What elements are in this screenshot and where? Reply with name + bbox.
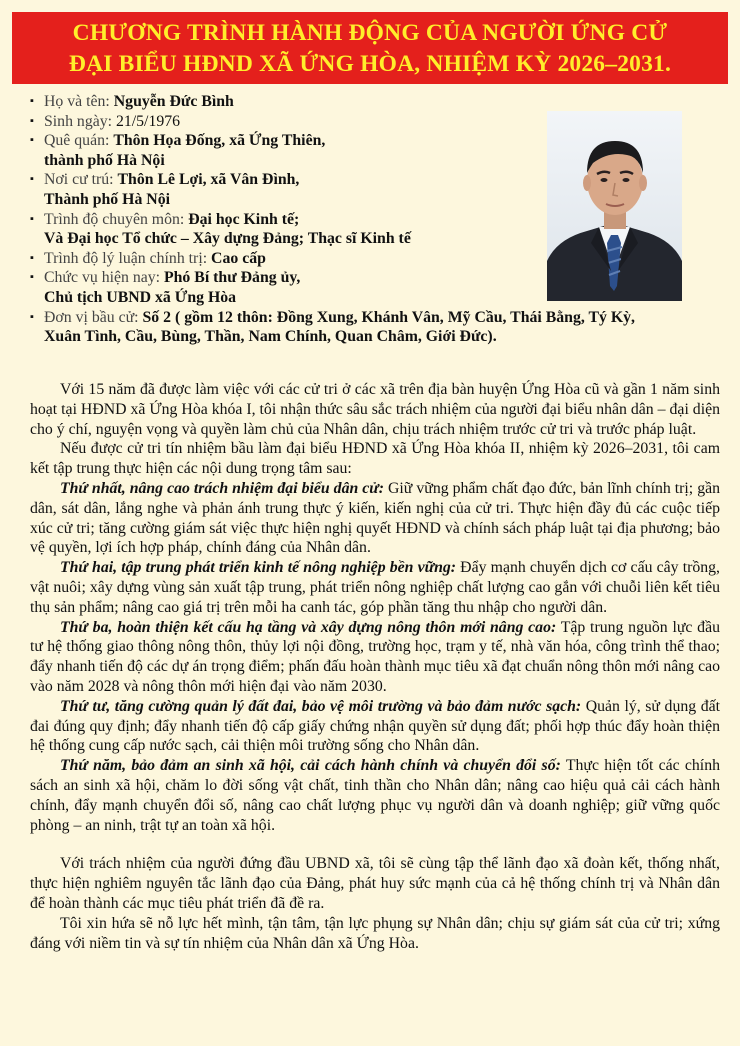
- commitment-paragraph: Nếu được cử tri tín nhiệm bầu làm đại biểu HĐND xã Ứng Hòa khóa II, nhiệm kỳ 2026–2031, tôi cam kết tập trung thực hiện các nội dung trọng tâm sau:: [30, 440, 720, 478]
- candidate-dob: 21/5/1976: [115, 112, 181, 130]
- info-unit: ▪ Đơn vị bầu cử: Số 2 ( gồm 12 thôn: Đồng Xung, Khánh Vân, Mỹ Cầu, Thái Bằng, Tý Kỳ, Xuân Tình, Cầu, Bùng, Thần, Nam Chính, Quan Châm, Giới Đức).: [30, 308, 720, 347]
- action-program-text: [30, 380, 720, 953]
- info-dob: ▪ Sinh ngày: 21/5/1976: [30, 112, 720, 132]
- task-3-title: Thứ ba, hoàn thiện kết cấu hạ tầng và xây dựng nông thôn mới nâng cao:: [60, 618, 557, 636]
- info-politics: ▪ Trình độ lý luận chính trị: Cao cấp: [30, 249, 720, 269]
- task-3-paragraph: Thứ ba, hoàn thiện kết cấu hạ tầng và xây dựng nông thôn mới nâng cao: Tập trung nguồn lực đầu tư hệ thống giao thông nông thôn, thủy lợi nội đồng, trường học, trạm y tế, nhà văn hóa, công trình thể thao; đẩy nhanh tiến độ các dự án trọng điểm; phấn đấu hoàn thành mục tiêu xã đạt chuẩn nông thôn mới nâng cao vào năm 2028 và nông thôn mới hiện đại vào năm 2030.: [30, 618, 720, 695]
- task-1-paragraph: Thứ nhất, nâng cao trách nhiệm đại biểu dân cử: Giữ vững phẩm chất đạo đức, bản lĩnh chính trị; gần dân, sát dân, lắng nghe và phản ánh trung thực ý kiến, kiến nghị của cử tri. Thực hiện đầy đủ các cuộc tiếp xúc cử tri; tăng cường giám sát việc thực hiện nghị quyết HĐND và chính sách pháp luật tại địa phương; bảo vệ quyền, lợi ích hợp pháp, chính đáng của Nhân dân.: [30, 479, 720, 557]
- portrait-image: [547, 111, 682, 301]
- info-name: ▪ Họ và tên: Nguyễn Đức Bình: [30, 92, 720, 112]
- task-1-title: Thứ nhất, nâng cao trách nhiệm đại biểu dân cử:: [60, 479, 384, 497]
- title-banner: [12, 12, 728, 84]
- task-2-paragraph: Thứ hai, tập trung phát triển kinh tế nông nghiệp bền vững: Đẩy mạnh chuyển dịch cơ cấu cây trồng, vật nuôi; xây dựng vùng sản xuất tập trung, phát triển nông nghiệp chất lượng cao gắn với chuỗi liên kết tiêu thụ sản phẩm; nâng cao giá trị trên mỗi ha canh tác, góp phần tăng thu nhập cho người dân.: [30, 559, 720, 616]
- task-4-paragraph: Thứ tư, tăng cường quản lý đất đai, bảo vệ môi trường và bảo đảm nước sạch: Quản lý, sử dụng đất đai đúng quy định; đẩy nhanh tiến độ cấp giấy chứng nhận quyền sử dụng đất; phối hợp thúc đẩy hoàn thiện hệ thống cung cấp nước sạch, cải thiện môi trường sống cho Nhân dân.: [30, 697, 720, 755]
- candidate-portrait: [547, 111, 682, 301]
- task-5-paragraph: Thứ năm, bảo đảm an sinh xã hội, cải cách hành chính và chuyển đổi số: Thực hiện tốt các chính sách an sinh xã hội, chăm lo đời sống vật chất, tinh thần cho Nhân dân; nâng cao hiệu quả cải cách hành chính, đẩy mạnh chuyển đổi số, nâng cao chất lượng phục vụ người dân và doanh nghiệp; giữ vững quốc phòng – an ninh, trật tự an toàn xã hội.: [30, 757, 720, 834]
- intro-paragraph: Với 15 năm đã được làm việc với các cử tri ở các xã trên địa bàn huyện Ứng Hòa cũ và gần 1 năm sinh hoạt tại HĐND xã Ứng Hòa khóa I, tôi nhận thức sâu sắc trách nhiệm của người đại biểu nhân dân – đại diện cho ý chí, nguyện vọng và quyền làm chủ của Nhân dân, chịu trách nhiệm trước cử tri và trước pháp luật.: [30, 381, 720, 438]
- task-5-title: Thứ năm, bảo đảm an sinh xã hội, cải cách hành chính và chuyển đổi số:: [60, 757, 561, 775]
- closing-paragraph-1: Với trách nhiệm của người đứng đầu UBND xã, tôi sẽ cùng tập thể lãnh đạo xã đoàn kết, thống nhất, thực hiện nghiêm nguyên tắc lãnh đạo của Đảng, phát huy sức mạnh của cả hệ thống chính trị và Nhân dân để hoàn thành các mục tiêu phát triển đã đề ra.: [30, 855, 720, 912]
- info-education: ▪ Trình độ chuyên môn: Đại học Kinh tế; Và Đại học Tổ chức – Xây dựng Đảng; Thạc sĩ Kinh tế: [30, 210, 720, 249]
- title-line-2: ĐẠI BIỂU HĐND XÃ ỨNG HÒA, NHIỆM KỲ 2026–2031.: [68, 51, 672, 77]
- candidate-name: Nguyễn Đức Bình: [113, 93, 234, 110]
- info-hometown: ▪ Quê quán: Thôn Họa Đống, xã Ứng Thiên, thành phố Hà Nội: [30, 131, 720, 170]
- info-residence: ▪ Nơi cư trú: Thôn Lê Lợi, xã Vân Đình, Thành phố Hà Nội: [30, 170, 720, 209]
- closing-paragraph-2: Tôi xin hứa sẽ nỗ lực hết mình, tận tâm, tận lực phụng sự Nhân dân; chịu sự giám sát của cử tri; xứng đáng với niềm tin và sự tín nhiệm của Nhân dân xã Ứng Hòa.: [30, 914, 720, 952]
- task-4-title: Thứ tư, tăng cường quản lý đất đai, bảo vệ môi trường và bảo đảm nước sạch:: [60, 697, 582, 715]
- task-2-title: Thứ hai, tập trung phát triển kinh tế nông nghiệp bền vững:: [60, 559, 457, 577]
- info-position: ▪ Chức vụ hiện nay: Phó Bí thư Đảng ủy, Chủ tịch UBND xã Ứng Hòa: [30, 268, 720, 307]
- title-line-1: CHƯƠNG TRÌNH HÀNH ĐỘNG CỦA NGƯỜI ỨNG CỬ: [72, 20, 668, 46]
